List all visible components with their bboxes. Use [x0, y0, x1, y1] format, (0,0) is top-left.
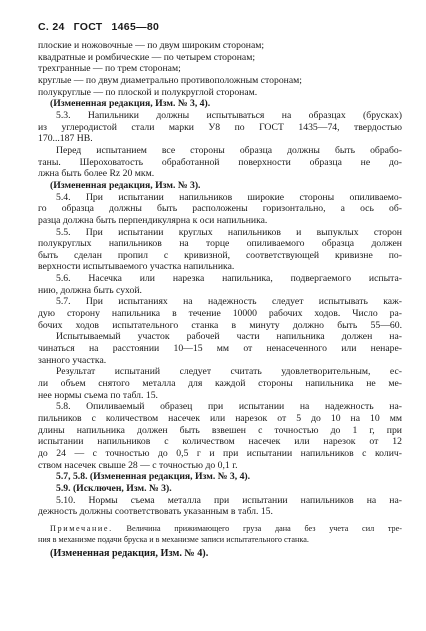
- text-line: до 24 — с точностью до 0,5 г и при испытании напильников с колич-: [38, 447, 402, 459]
- text-line: испытании напильников с количеством насечек или нарезок от 12: [38, 436, 402, 448]
- text-line: 5.10. Нормы съема металла при испытании напильников на на-: [56, 494, 402, 506]
- text-line: быть сделан пропил с кривизной, соответствующей кривизне по-: [38, 249, 402, 261]
- page-number: С. 24: [38, 21, 65, 33]
- text-line: Результат испытаний следует считать удовлетворительным, ес-: [56, 366, 402, 378]
- text-line: 5.4. При испытании напильников широкие стороны опиливаемо-: [56, 191, 402, 203]
- text-line: бочих ходов испытательного станка в минуту должно быть 55—60.: [38, 319, 402, 331]
- text-line: полукруглых напильников на торце опиливаемого образца должен: [38, 238, 402, 250]
- text-line: круглые — по двум диаметрально противоположным сторонам;: [38, 74, 302, 86]
- text-line: разца должна быть перпендикулярна к оси напильника.: [38, 214, 268, 226]
- text-line: пильников с количеством насечек или нарезок от 5 до 10 на 10 мм: [38, 413, 402, 424]
- text-line: 5.6. Насечка или нарезка напильника, подвергаемого испыта-: [56, 273, 402, 285]
- standard-name: ГОСТ: [73, 21, 103, 33]
- text-line: таны. Шероховатость обработанной поверхности образца не до-: [38, 156, 402, 168]
- text-line: нию, должна быть сухой.: [38, 284, 142, 296]
- text-line: 5.3. Напильники должны испытываться на образцах (брусках): [56, 109, 402, 121]
- text-line: дую сторону напильника в течение 10000 рабочих ходов. Число ра-: [38, 308, 402, 320]
- text-line: нее нормы съема по табл. 15.: [38, 389, 158, 401]
- revision-note: (Измененная редакция, Изм. № 3).: [50, 179, 201, 191]
- text-line: плоские и ножовочные — по двум широким сторонам;: [38, 40, 265, 51]
- text-line: чинаться на расстоянии 10—15 мм от ненасеченного или ненаре-: [38, 343, 402, 355]
- excluded-note: 5.9. (Исключен, Изм. № 3).: [56, 482, 172, 494]
- text-line: ли объем снятого металла для каждой стороны напильника не ме-: [38, 378, 402, 390]
- text-line: верхности испытываемого участка напильника.: [38, 261, 235, 273]
- footnote-label: Примечание.: [50, 523, 113, 533]
- text-line: ством насечек свыше 28 — с точностью до 0,1 г.: [38, 459, 238, 471]
- text-line: занного участка.: [38, 354, 107, 366]
- footnote-text: Величина прижимающего груза дана без учета сил тре-: [126, 523, 402, 533]
- text-line: 5.7. При испытаниях на надежность следует испытывать каж-: [56, 296, 402, 308]
- text-line: квадратные и ромбические — по четырем сторонам;: [38, 51, 256, 63]
- text-line: дежность должны соответствовать указанным в табл. 15.: [38, 506, 273, 518]
- document-body: [38, 40, 402, 560]
- page-header: [38, 21, 159, 33]
- footnote-line: ния в механизме подачи бруска и в механизме записи испытательного станка.: [38, 534, 309, 544]
- text-line: Испытываемый участок рабочей части напильника должен на-: [56, 331, 402, 343]
- revision-note: 5.7, 5.8. (Измененная редакция, Изм. № 3, 4).: [56, 471, 251, 483]
- text-line: трехгранные — по трем сторонам;: [38, 63, 181, 75]
- text-line: лжна быть более Rz 20 мкм.: [38, 168, 155, 180]
- text-line: полукруглые — по плоской и полукруглой сторонам.: [38, 86, 258, 98]
- text-line: длины напильника должен быть взвешен с точностью до 1 г, при: [38, 424, 402, 436]
- text-line: 5.8. Опиливаемый образец при испытании на надежность на-: [56, 401, 402, 413]
- text-line: го образца должны быть расположены горизонтально, а ось об-: [38, 203, 402, 215]
- revision-note: (Измененная редакция, Изм. № 4).: [50, 547, 209, 559]
- text-line: из углеродистой стали марки У8 по ГОСТ 1435—74, твердостью: [38, 121, 402, 133]
- standard-code: 1465—80: [111, 21, 160, 33]
- text-line: 5.5. При испытании круглых напильников и выпуклых сторон: [56, 226, 402, 238]
- text-line: 170...187 НВ.: [38, 133, 93, 145]
- revision-note: (Измененная редакция, Изм. № 3, 4).: [50, 98, 211, 110]
- text-line: Перед испытанием все стороны образца должны быть обрабо-: [56, 144, 402, 156]
- footnote-line: [38, 523, 402, 534]
